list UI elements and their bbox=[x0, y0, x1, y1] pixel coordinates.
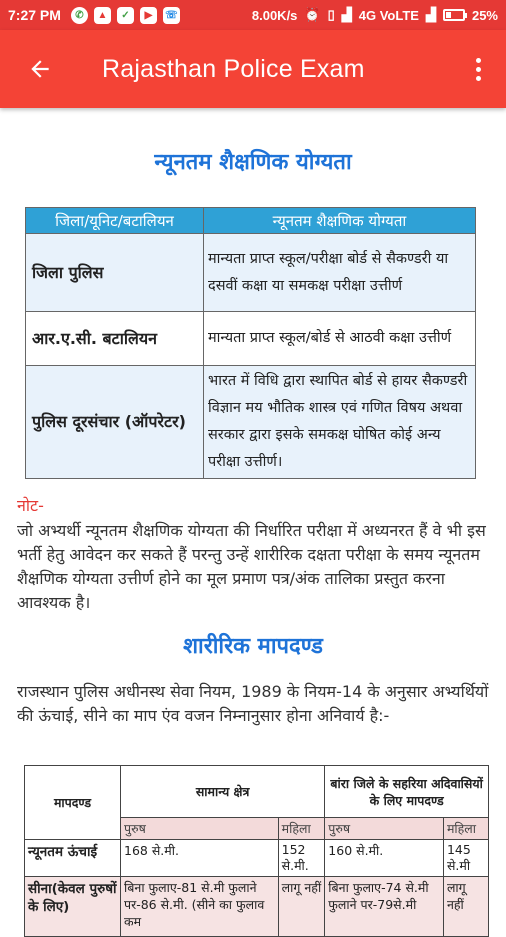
qualification-desc: मान्यता प्राप्त स्कूल/परीक्षा बोर्ड से सैकण्डरी या दसवीं कक्षा या समकक्ष परीक्षा उत्तीर्ण bbox=[204, 234, 476, 312]
more-vert-icon bbox=[476, 58, 481, 63]
table-row bbox=[26, 234, 476, 312]
note-text: जो अभ्यर्थी न्यूनतम शैक्षणिक योग्यता की निर्धारित परीक्षा में अध्यनरत हैं वे भी इस भर्ती हेतु आवेदन कर सकते हैं परन्तु उन्हें शारीरिक दक्षता परीक्षा के समय न्यूनतम शैक्षणिक योग्यता उत्तीर्ण होने का मूल प्रमाण पत्र/अंक तालिका प्रस्तुत करना आवश्यक है। bbox=[17, 521, 486, 612]
table-cell: 145 से.मी bbox=[443, 840, 488, 877]
table-row bbox=[25, 877, 489, 937]
status-bar bbox=[0, 0, 506, 30]
table-header: न्यूनतम शैक्षणिक योग्यता bbox=[204, 208, 476, 234]
table-cell: बिना फुलाए-74 से.मी फुलाने पर-79से.मी bbox=[325, 877, 444, 937]
param-label: न्यूनतम ऊंचाई bbox=[25, 840, 121, 877]
table-header: बांरा जिले के सहरिया अदिवासियों के लिए मापदण्ड bbox=[325, 766, 489, 818]
education-table bbox=[25, 207, 476, 479]
section-title-education: न्यूनतम शैक्षणिक योग्यता bbox=[154, 150, 352, 175]
arrow-back-icon bbox=[27, 56, 53, 82]
table-row bbox=[26, 366, 476, 479]
table-cell: लागू नहीं bbox=[443, 877, 488, 937]
table-header: मापदण्ड bbox=[25, 766, 121, 840]
vibrate-icon: ▯ bbox=[327, 7, 335, 22]
table-cell: 168 से.मी. bbox=[121, 840, 279, 877]
qualification-desc: मान्यता प्राप्त स्कूल/बोर्ड से आठवी कक्षा उत्तीर्ण bbox=[204, 312, 476, 366]
content-area[interactable] bbox=[0, 108, 506, 929]
subheader-female: महिला bbox=[443, 818, 488, 840]
table-header: जिला/यूनिट/बटालियन bbox=[26, 208, 204, 234]
unit-name: आर.ए.सी. बटालियन bbox=[26, 312, 204, 366]
section-title-physical: शारीरिक मापदण्ड bbox=[183, 634, 323, 659]
param-label: सीना(केवल पुरुषों के लिए) bbox=[25, 877, 121, 937]
more-options-button[interactable] bbox=[464, 41, 492, 97]
network-type: 4G VoLTE bbox=[358, 7, 419, 23]
table-cell: बिना फुलाए-81 से.मी फुलाने पर-86 से.मी. (सीने का फुलाव कम bbox=[121, 877, 279, 937]
signal-icon: ▟ bbox=[341, 7, 352, 22]
subheader-female: महिला bbox=[278, 818, 325, 840]
status-time: 7:27 PM bbox=[8, 7, 61, 23]
table-cell: लागू नहीं bbox=[278, 877, 325, 937]
subheader-male: पुरुष bbox=[121, 818, 279, 840]
whatsapp-icon: ✆ bbox=[71, 7, 88, 24]
table-row bbox=[25, 840, 489, 877]
unit-name: पुलिस दूरसंचार (ऑपरेटर) bbox=[26, 366, 204, 479]
table-row bbox=[26, 312, 476, 366]
signal-icon-2: ▟ bbox=[425, 7, 436, 22]
page-title: Rajasthan Police Exam bbox=[102, 54, 365, 83]
battery-icon bbox=[443, 9, 465, 21]
physical-rule-text: राजस्थान पुलिस अधीनस्थ सेवा नियम, 1989 के नियम-14 के अनुसार अभ्यर्थियों की ऊंचाई, सीने का माप एंव वजन निम्नानुसार होना अनिवार्य है:- bbox=[17, 682, 489, 725]
physical-table bbox=[24, 765, 489, 937]
phone-icon: ☏ bbox=[163, 7, 180, 24]
subheader-male: पुरुष bbox=[325, 818, 444, 840]
back-button[interactable] bbox=[12, 41, 68, 97]
alarm-icon: ⏰ bbox=[304, 7, 321, 22]
table-cell: 160 से.मी. bbox=[325, 840, 444, 877]
table-header: सामान्य क्षेत्र bbox=[121, 766, 325, 818]
battery-percent: 25% bbox=[471, 7, 498, 23]
shield-icon: ✓ bbox=[117, 7, 134, 24]
youtube-icon: ▶ bbox=[140, 7, 157, 24]
app-bar bbox=[0, 30, 506, 108]
table-cell: 152 से.मी. bbox=[278, 840, 325, 877]
unit-name: जिला पुलिस bbox=[26, 234, 204, 312]
qualification-desc: भारत में विधि द्वारा स्थापित बोर्ड से हायर सैकण्डरी विज्ञान मय भौतिक शास्त्र एवं गणित विषय अथवा सरकार द्वारा इसके समकक्ष घोषित कोई अन्य परीक्षा उत्तीर्ण। bbox=[204, 366, 476, 479]
note-label: नोट- bbox=[17, 496, 44, 515]
network-speed: 8.00K/s bbox=[251, 7, 298, 23]
gallery-icon: ▲ bbox=[94, 7, 111, 24]
